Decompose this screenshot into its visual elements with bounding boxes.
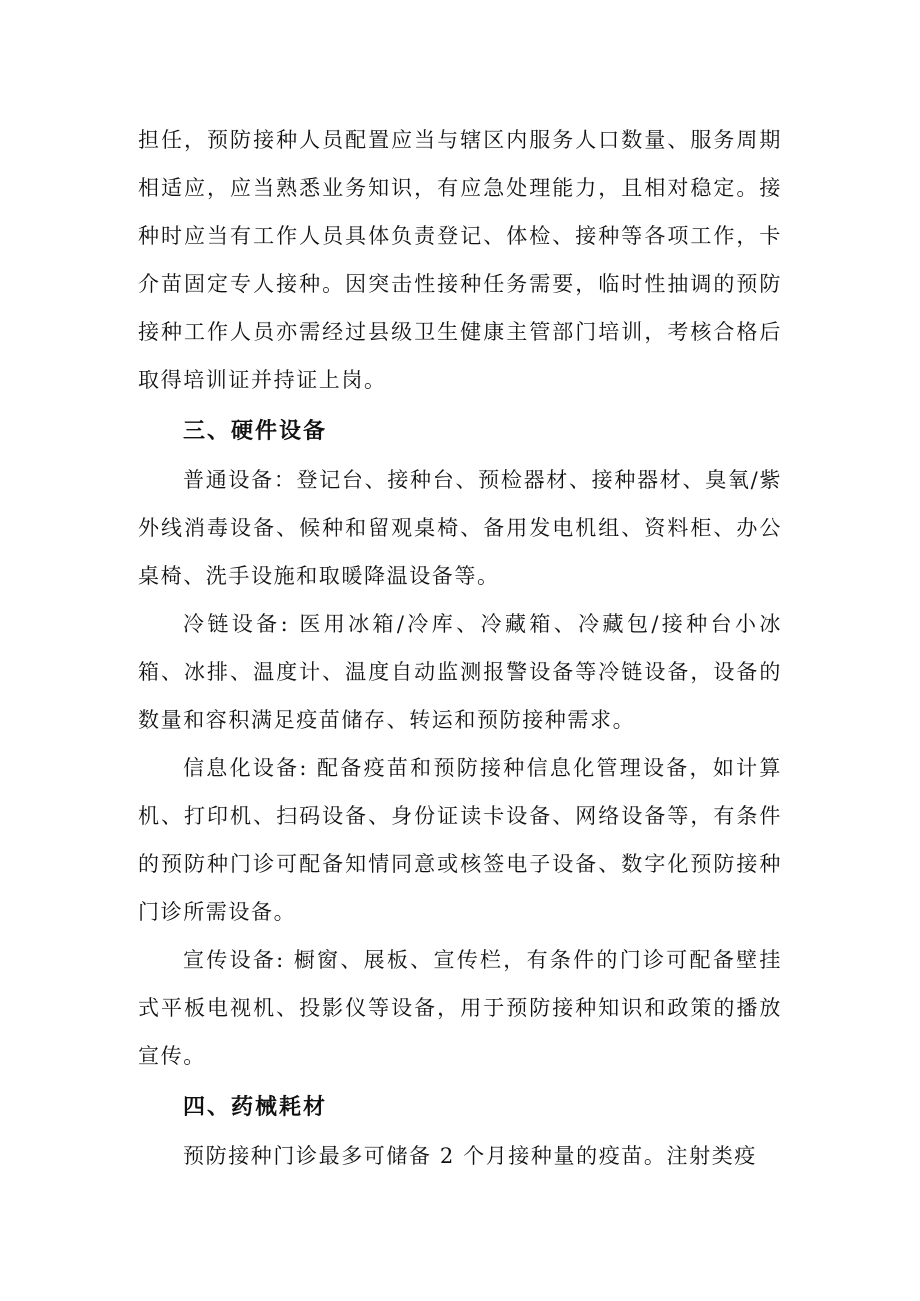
paragraph-vaccine-storage: 预防接种门诊最多可储备 2 个月接种量的疫苗。注射类疫 xyxy=(183,1144,757,1168)
document-body xyxy=(138,116,782,1180)
paragraph-publicity-equipment: 宣传设备: 橱窗、展板、宣传栏，有条件的门诊可配备壁挂式平板电视机、投影仪等设备，用于预防接种知识和政策的播放宣传。 xyxy=(138,948,782,1068)
paragraph-cold-chain-equipment: 冷链设备: 医用冰箱/冷库、冷藏箱、冷藏包/接种台小冰箱、冰排、温度计、温度自动监测报警设备等冷链设备，设备的数量和容积满足疫苗储存、转运和预防接种需求。 xyxy=(138,612,782,732)
paragraph-it-equipment: 信息化设备: 配备疫苗和预防接种信息化管理设备，如计算机、打印机、扫码设备、身份证读卡设备、网络设备等，有条件的预防种门诊可配备知情同意或核签电子设备、数字化预防接种门诊所需设备。 xyxy=(138,756,782,924)
paragraph-general-equipment: 普通设备：登记台、接种台、预检器材、接种器材、臭氧/紫外线消毒设备、候种和留观桌椅、备用发电机组、资料柜、办公桌椅、洗手设施和取暖降温设备等。 xyxy=(138,468,782,588)
paragraph-staffing-continued: 担任，预防接种人员配置应当与辖区内服务人口数量、服务周期相适应，应当熟悉业务知识，有应急处理能力，且相对稳定。接种时应当有工作人员具体负责登记、体检、接种等各项工作，卡介苗固定专人接种。因突击性接种任务需要，临时性抽调的预防接种工作人员亦需经过县级卫生健康主管部门培训，考核合格后取得培训证并持证上岗。 xyxy=(138,128,782,392)
section-heading-hardware: 三、硬件设备 xyxy=(183,418,328,444)
section-heading-supplies: 四、药械耗材 xyxy=(183,1094,328,1120)
